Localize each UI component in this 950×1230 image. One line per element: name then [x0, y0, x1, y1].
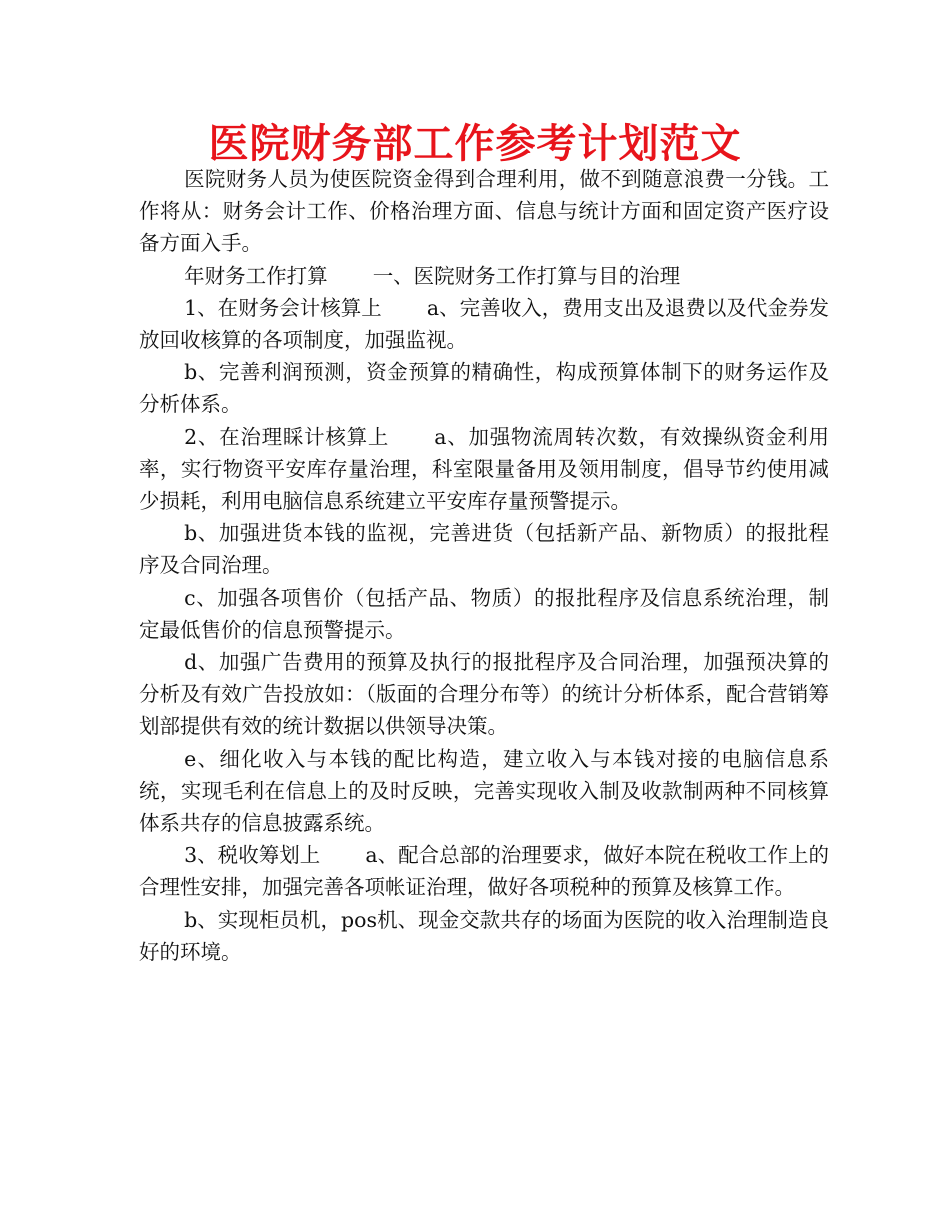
paragraph-annual-plan — [139, 260, 829, 292]
paragraph-text: a、加强物流周转次数，有效操纵资金利用率，实行物资平安库存量治理，科室限量备用及领用制度，倡导节约使用减少损耗，利用电脑信息系统建立平安库存量预警提示。 — [139, 424, 829, 514]
paragraph-financial-accounting — [139, 292, 829, 356]
paragraph-text: b、加强进货本钱的监视，完善进货（包括新产品、新物质）的报批程序及合同治理。 — [139, 521, 829, 578]
paragraph-profit-forecast — [139, 356, 829, 420]
paragraph-text: a、配合总部的治理要求，做好本院在税收工作上的合理性安排，加强完善各项帐证治理，做好各项税种的预算及核算工作。 — [139, 843, 829, 900]
paragraph-intro — [139, 163, 829, 260]
paragraph-lead: 1、在财务会计核算上 — [184, 295, 382, 320]
paragraph-pricing — [139, 582, 829, 646]
paragraph-management-accounting — [139, 421, 829, 518]
paragraph-text: b、完善利润预测，资金预算的精确性，构成预算体制下的财务运作及分析体系。 — [139, 360, 829, 417]
paragraph-text: e、细化收入与本钱的配比构造，建立收入与本钱对接的电脑信息系统，实现毛利在信息上的及时反映，完善实现收入制及收款制两种不同核算体系共存的信息披露系统。 — [139, 746, 829, 836]
paragraph-payment-methods — [139, 904, 829, 968]
paragraph-text: d、加强广告费用的预算及执行的报批程序及合同治理，加强预决算的分析及有效广告投放如：（版面的合理分布等）的统计分析体系，配合营销筹划部提供有效的统计数据以供领导决策。 — [139, 650, 829, 739]
paragraph-text: 一、医院财务工作打算与目的治理 — [372, 263, 681, 288]
paragraph-revenue-cost — [139, 743, 829, 840]
paragraph-text: b、实现柜员机，pos机、现金交款共存的场面为医院的收入治理制造良好的环境。 — [139, 907, 829, 964]
document-body — [139, 163, 829, 968]
paragraph-lead: 3、税收筹划上 — [184, 843, 321, 868]
paragraph-lead: 年财务工作打算 — [184, 263, 328, 288]
paragraph-tax-planning — [139, 839, 829, 903]
paragraph-text: c、加强各项售价（包括产品、物质）的报批程序及信息系统治理，制定最低售价的信息预警提示。 — [139, 585, 829, 642]
paragraph-text: a、完善收入，费用支出及退费以及代金券发放回收核算的各项制度，加强监视。 — [139, 295, 829, 353]
paragraph-text: 医院财务人员为使医院资金得到合理利用，做不到随意浪费一分钱。工作将从：财务会计工作、价格治理方面、信息与统计方面和固定资产医疗设备方面入手。 — [139, 167, 829, 256]
paragraph-lead: 2、在治理睬计核算上 — [184, 424, 390, 449]
paragraph-advertising — [139, 646, 829, 743]
document-title: 医院财务部工作参考计划范文 — [208, 121, 742, 167]
paragraph-purchase-cost — [139, 517, 829, 581]
